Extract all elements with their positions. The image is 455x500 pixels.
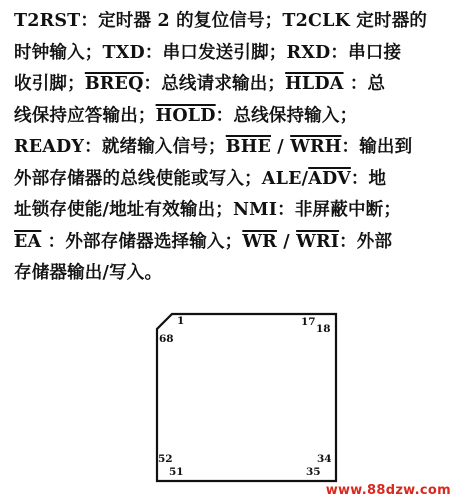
signal-adv: $\overline{ADV}$ xyxy=(308,168,351,189)
text-segment: / xyxy=(276,231,297,252)
text-segment: ：地 xyxy=(350,168,387,189)
pin-label-68: 68 xyxy=(159,333,174,345)
text-segment: / xyxy=(271,137,291,157)
text-segment: T2RST：定时器 2 的复位信号；T2CLK 定时器的 xyxy=(14,11,428,31)
signal-wri: $\overline{WRI}$ xyxy=(296,231,340,252)
site-watermark: www.88dzw.com xyxy=(325,483,451,498)
signal-ea: $\overline{EA}$ xyxy=(14,231,42,252)
text-segment: ：外部 xyxy=(339,231,393,252)
pin-label-1: 1 xyxy=(177,315,185,327)
text-segment: 线保持应答输出； xyxy=(14,105,156,126)
text-segment: ：外部存储器选择输入； xyxy=(41,231,243,252)
pin-label-18: 18 xyxy=(316,323,331,335)
text-line-1 xyxy=(14,6,444,38)
text-segment: 时钟输入；TXD：串口发送引脚；RXD：串口接 xyxy=(14,42,402,63)
text-segment: 外部存储器的总线使能或写入；ALE/ xyxy=(14,168,309,189)
pin-label-34: 34 xyxy=(317,453,332,465)
text-segment: ：总线请求输出； xyxy=(143,74,286,94)
pin-label-17: 17 xyxy=(301,316,316,328)
signal-breq: BREQ xyxy=(84,74,144,94)
text-line-4 xyxy=(14,101,444,133)
text-segment: ：总线保持输入； xyxy=(215,105,358,126)
text-segment: READY：就绪输入信号； xyxy=(14,137,226,157)
pin-label-52: 52 xyxy=(158,453,173,465)
signal-hlda: HLDA xyxy=(285,74,344,94)
signal-wrh: $\overline{WRH}$ xyxy=(290,137,342,157)
chip-body-outline xyxy=(157,314,336,481)
text-line-5 xyxy=(14,132,444,164)
pin-description-text xyxy=(14,6,444,290)
text-line-8 xyxy=(14,227,444,259)
signal-hold: HOLD xyxy=(155,105,216,126)
chip-outline xyxy=(155,312,340,484)
text-line-9 xyxy=(14,258,444,290)
text-segment: 址锁存使能/地址有效输出；NMI：非屏蔽中断； xyxy=(14,200,402,220)
pin-label-51: 51 xyxy=(169,466,184,478)
signal-bhe: $\overline{BHE}$ xyxy=(225,137,271,157)
signal-wr: $\overline{WR}$ xyxy=(242,231,277,252)
text-segment: 收引脚； xyxy=(14,74,85,94)
text-line-7 xyxy=(14,195,444,227)
text-line-6 xyxy=(14,164,444,196)
pin-label-35: 35 xyxy=(306,466,321,478)
text-line-3 xyxy=(14,69,444,101)
text-segment: 存储器输出/写入。 xyxy=(14,263,163,283)
text-segment: ：总 xyxy=(343,74,386,94)
text-segment: ：输出到 xyxy=(341,137,413,157)
text-line-2 xyxy=(14,38,444,70)
plcc68-chip-diagram xyxy=(155,312,340,484)
